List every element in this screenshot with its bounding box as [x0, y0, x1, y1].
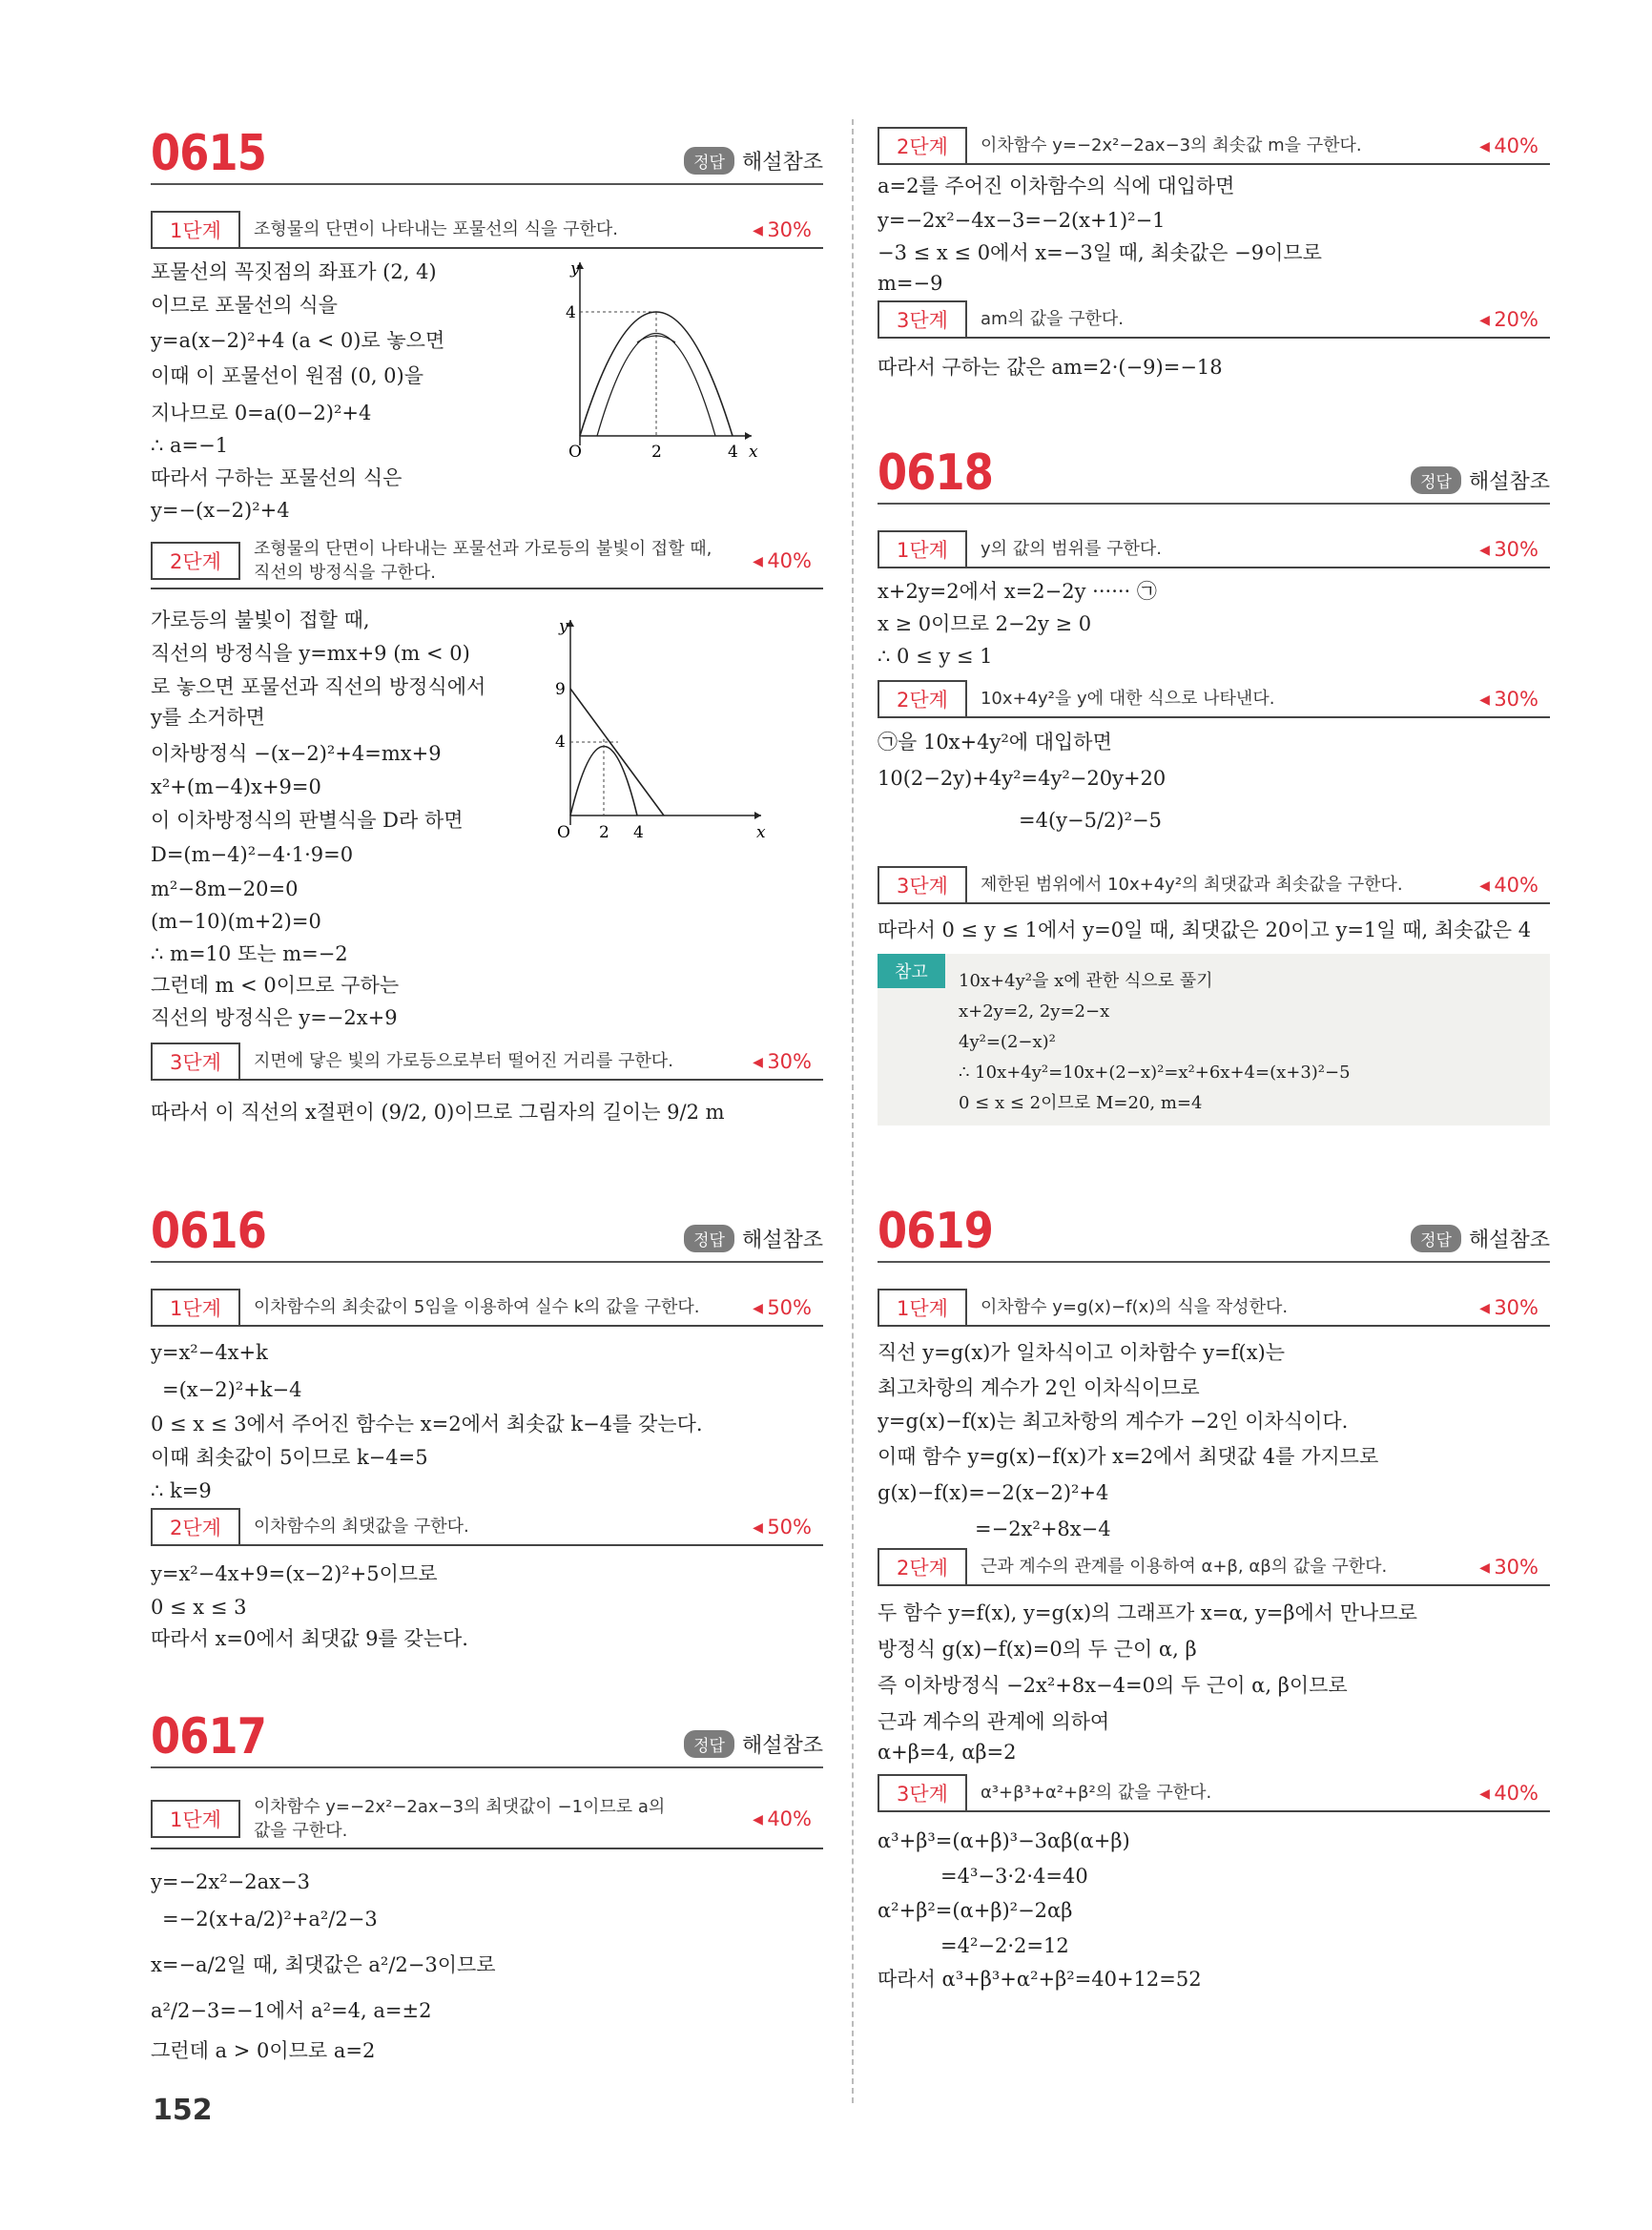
text-line: y=−2x²−4x−3=−2(x+1)²−1 — [878, 209, 1166, 232]
text-line: =4²−2·2=12 — [940, 1934, 1069, 1957]
answer-text: 해설참조 — [741, 1229, 823, 1252]
step-percent: ◀ 20% — [1479, 308, 1538, 331]
text-line: 따라서 구하는 포물선의 식은 — [151, 466, 403, 489]
step-tag: 1단계 — [151, 211, 240, 249]
step-percent: ◀ 40% — [753, 1807, 812, 1830]
text-line: 0 ≤ x ≤ 3 — [151, 1596, 247, 1619]
step-percent: ◀ 40% — [1479, 1782, 1538, 1805]
text-line: D=(m−4)²−4·1·9=0 — [151, 843, 354, 866]
step-desc — [254, 537, 753, 585]
text-line: 10(2−2y)+4y²=4y²−20y+20 — [878, 767, 1167, 790]
problem-number: 0618 — [878, 444, 994, 502]
note-line: 4y²=(2−x)² — [959, 1032, 1056, 1052]
step-tag: 3단계 — [878, 300, 967, 339]
text-line: ㉠을 10x+4y²에 대입하면 — [878, 731, 1112, 754]
problem-0616 — [151, 1203, 823, 1664]
text-line: 이차방정식 −(x−2)²+4=mx+9 — [151, 742, 442, 765]
tick-label-y4: 4 — [555, 733, 566, 752]
tick-label-x2: 2 — [651, 443, 662, 462]
text-line: 두 함수 y=f(x), y=g(x)의 그래프가 x=α, y=β에서 만나므로 — [878, 1601, 1417, 1624]
step-1 — [151, 1790, 823, 1849]
step-percent: ◀ 30% — [1479, 538, 1538, 561]
problem-number: 0617 — [151, 1708, 267, 1765]
step-tag: 3단계 — [151, 1043, 240, 1081]
step-1 — [878, 1291, 1550, 1327]
text-line: y=a(x−2)²+4 (a < 0)로 놓으면 — [151, 329, 445, 352]
text-line: 가로등의 불빛이 접할 때, — [151, 609, 370, 631]
step-desc: 근과 계수의 관계를 이용하여 α+β, αβ의 값을 구한다. — [980, 1557, 1388, 1578]
text-line: α²+β²=(α+β)²−2αβ — [878, 1899, 1073, 1922]
text-line: ∴ 0 ≤ y ≤ 1 — [878, 645, 993, 668]
answer-reference — [684, 1729, 823, 1759]
text-line: 이므로 포물선의 식을 — [151, 294, 338, 317]
text-line: 따라서 구하는 값은 am=2·(−9)=−18 — [878, 356, 1223, 379]
text-line: α+β=4, αβ=2 — [878, 1741, 1017, 1764]
answer-tag: 정답 — [684, 1225, 734, 1252]
column-divider — [852, 119, 854, 2103]
step-percent: ◀ 30% — [753, 218, 812, 241]
step-tag: 2단계 — [878, 1548, 967, 1586]
y-axis-label: y — [570, 259, 580, 279]
text-line: (m−10)(m+2)=0 — [151, 910, 321, 933]
tick-label-y4: 4 — [566, 303, 576, 322]
step-2 — [878, 129, 1550, 165]
text-line: 따라서 α³+β³+α²+β²=40+12=52 — [878, 1968, 1202, 1991]
step-tag: 1단계 — [151, 1289, 240, 1327]
text-line: =−2(x+a/2)²+a²/2−3 — [162, 1908, 378, 1931]
step-desc-line: 조형물의 단면이 나타내는 포물선과 가로등의 불빛이 접할 때, — [253, 538, 712, 559]
step-tag: 1단계 — [878, 530, 967, 568]
text-line: 직선의 방정식을 y=mx+9 (m < 0) — [151, 642, 470, 665]
text-line: m=−9 — [878, 272, 943, 295]
problem-0615-continued — [151, 610, 823, 1145]
text-line: =4³−3·2·4=40 — [940, 1865, 1088, 1888]
text-line: 직선 y=g(x)가 일차식이고 이차함수 y=f(x)는 — [878, 1341, 1286, 1364]
text-line: 직선의 방정식은 y=−2x+9 — [151, 1006, 398, 1029]
x-axis-label: x — [749, 443, 758, 462]
step-tag: 2단계 — [878, 127, 967, 165]
note-line: 0 ≤ x ≤ 2이므로 M=20, m=4 — [959, 1093, 1203, 1113]
y-axis-label: y — [559, 617, 568, 636]
answer-text: 해설참조 — [1468, 470, 1550, 494]
step-desc: 10x+4y²을 y에 대한 식으로 나타낸다. — [980, 689, 1275, 710]
problem-number: 0619 — [878, 1203, 994, 1260]
answer-tag: 정답 — [1411, 1225, 1461, 1252]
step-3 — [151, 1044, 823, 1081]
answer-tag: 정답 — [684, 1730, 734, 1758]
note-tag: 참고 — [878, 954, 945, 988]
tick-label-x2: 2 — [599, 823, 609, 839]
text-line: m²−8m−20=0 — [151, 878, 299, 900]
text-line: 그런데 a > 0이므로 a=2 — [151, 2039, 376, 2062]
text-line: x+2y=2에서 x=2−2y ······ ㉠ — [878, 580, 1157, 603]
text-line: 즉 이차방정식 −2x²+8x−4=0의 두 근이 α, β이므로 — [878, 1674, 1348, 1697]
step-percent: ◀ 30% — [1479, 688, 1538, 711]
text-line: =(x−2)²+k−4 — [162, 1378, 302, 1401]
step-desc — [254, 1795, 753, 1843]
header-rule — [151, 183, 823, 185]
tangent-line-graph — [542, 610, 771, 839]
answer-reference — [1411, 465, 1550, 495]
step-desc: 이차함수의 최솟값이 5임을 이용하여 실수 k의 값을 구한다. — [253, 1297, 700, 1318]
step-desc: 조형물의 단면이 나타내는 포물선의 식을 구한다. — [253, 219, 619, 240]
answer-text: 해설참조 — [1468, 1229, 1550, 1252]
origin-label: O — [557, 823, 570, 839]
header-rule — [878, 1261, 1550, 1263]
text-line: a=2를 주어진 이차함수의 식에 대입하면 — [878, 175, 1235, 197]
text-line: a²/2−3=−1에서 a²=4, a=±2 — [151, 1999, 432, 2022]
step-desc-line: 직선의 방정식을 구한다. — [253, 563, 436, 583]
step-2 — [878, 682, 1550, 718]
text-line: x²+(m−4)x+9=0 — [151, 775, 321, 798]
step-percent: ◀ 50% — [753, 1516, 812, 1538]
problem-number: 0616 — [151, 1203, 267, 1260]
text-line: 따라서 이 직선의 x절편이 (9/2, 0)이므로 그림자의 길이는 9/2 m — [151, 1101, 725, 1124]
step-desc-line: 값을 구한다. — [253, 1821, 348, 1841]
step-tag: 3단계 — [878, 1774, 967, 1812]
answer-reference — [684, 146, 823, 176]
step-tag: 2단계 — [151, 1508, 240, 1546]
header-rule — [151, 1766, 823, 1768]
step-tag: 2단계 — [878, 680, 967, 718]
note-line: 10x+4y²을 x에 관한 식으로 풀기 — [959, 971, 1213, 991]
text-line: y=x²−4x+9=(x−2)²+5이므로 — [151, 1562, 438, 1585]
text-line: =4(y−5/2)²−5 — [1019, 809, 1162, 832]
text-line: 포물선의 꼭짓점의 좌표가 (2, 4) — [151, 260, 437, 283]
text-line: 근과 계수의 관계에 의하여 — [878, 1710, 1110, 1733]
step-desc: 이차함수 y=−2x²−2ax−3의 최솟값 m을 구한다. — [980, 135, 1362, 156]
text-line: x=−a/2일 때, 최댓값은 a²/2−3이므로 — [151, 1953, 496, 1976]
origin-label: O — [568, 443, 582, 462]
step-percent: ◀ 40% — [753, 549, 812, 572]
step-tag: 1단계 — [151, 1800, 240, 1838]
step-percent: ◀ 50% — [753, 1296, 812, 1319]
text-line: 최고차항의 계수가 2인 이차식이므로 — [878, 1376, 1200, 1399]
text-line: y=−2x²−2ax−3 — [151, 1870, 310, 1893]
text-line: 그런데 m < 0이므로 구하는 — [151, 974, 400, 997]
step-desc: α³+β³+α²+β²의 값을 구한다. — [980, 1783, 1212, 1804]
text-line: 이때 함수 y=g(x)−f(x)가 x=2에서 최댓값 4를 가지므로 — [878, 1445, 1379, 1468]
step-desc: am의 값을 구한다. — [980, 309, 1124, 330]
step-2 — [151, 534, 823, 589]
text-line: −3 ≤ x ≤ 0에서 x=−3일 때, 최솟값은 −9이므로 — [878, 241, 1322, 264]
step-desc-line: 이차함수 y=−2x²−2ax−3의 최댓값이 −1이므로 a의 — [253, 1796, 666, 1817]
text-line: y=−(x−2)²+4 — [151, 499, 290, 522]
header-rule — [878, 503, 1550, 505]
note-line: ∴ 10x+4y²=10x+(2−x)²=x²+6x+4=(x+3)²−5 — [959, 1063, 1351, 1083]
answer-reference — [1411, 1224, 1550, 1253]
text-line: 이때 최솟값이 5이므로 k−4=5 — [151, 1446, 428, 1469]
step-tag: 3단계 — [878, 866, 967, 904]
text-line: ∴ m=10 또는 m=−2 — [151, 942, 348, 965]
step-1 — [878, 532, 1550, 568]
text-line: ∴ k=9 — [151, 1479, 212, 1502]
problem-0619 — [878, 1203, 1550, 2008]
text-line: 따라서 0 ≤ y ≤ 1에서 y=0일 때, 최댓값은 20이고 y=1일 때, 최솟값은 4 — [878, 919, 1532, 941]
answer-text: 해설참조 — [741, 151, 823, 175]
tick-label-x4: 4 — [728, 443, 738, 462]
note-line: x+2y=2, 2y=2−x — [959, 1001, 1110, 1022]
step-tag: 2단계 — [151, 542, 240, 580]
text-line: x ≥ 0이므로 2−2y ≥ 0 — [878, 612, 1092, 635]
page-number: 152 — [153, 2094, 213, 2127]
text-line: 이때 이 포물선이 원점 (0, 0)을 — [151, 364, 424, 387]
step-percent: ◀ 30% — [1479, 1296, 1538, 1319]
step-2 — [151, 1510, 823, 1546]
header-rule — [151, 1261, 823, 1263]
answer-tag: 정답 — [1411, 466, 1461, 494]
step-2 — [878, 1550, 1550, 1586]
reference-note — [878, 954, 1550, 1125]
text-line: 0 ≤ x ≤ 3에서 주어진 함수는 x=2에서 최솟값 k−4를 갖는다. — [151, 1413, 703, 1435]
text-line: 방정식 g(x)−f(x)=0의 두 근이 α, β — [878, 1638, 1197, 1661]
text-line: y를 소거하면 — [151, 706, 265, 729]
answer-reference — [684, 1224, 823, 1253]
step-3 — [878, 302, 1550, 339]
text-line: g(x)−f(x)=−2(x−2)²+4 — [878, 1481, 1109, 1504]
answer-text: 해설참조 — [741, 1734, 823, 1758]
step-tag: 1단계 — [878, 1289, 967, 1327]
step-desc: 이차함수의 최댓값을 구한다. — [253, 1517, 469, 1538]
step-desc: 이차함수 y=g(x)−f(x)의 식을 작성한다. — [980, 1297, 1289, 1318]
text-line: y=g(x)−f(x)는 최고차항의 계수가 −2인 이차식이다. — [878, 1410, 1349, 1433]
x-axis-label: x — [756, 823, 766, 839]
text-line: 로 놓으면 포물선과 직선의 방정식에서 — [151, 675, 486, 698]
step-percent: ◀ 40% — [1479, 134, 1538, 157]
step-1 — [151, 1291, 823, 1327]
problem-0618 — [878, 444, 1550, 1135]
step-desc: 제한된 범위에서 10x+4y²의 최댓값과 최솟값을 구한다. — [980, 875, 1403, 896]
step-1 — [151, 213, 823, 249]
problem-0617 — [151, 1708, 823, 2084]
tick-label-y9: 9 — [555, 680, 566, 699]
answer-tag: 정답 — [684, 147, 734, 175]
step-percent: ◀ 30% — [1479, 1556, 1538, 1579]
step-percent: ◀ 30% — [753, 1050, 812, 1073]
step-desc: y의 값의 범위를 구한다. — [980, 539, 1162, 560]
problem-0617-continued — [878, 129, 1550, 386]
step-percent: ◀ 40% — [1479, 874, 1538, 897]
step-3 — [878, 868, 1550, 904]
parabola-graph — [551, 255, 761, 465]
text-line: 지나므로 0=a(0−2)²+4 — [151, 402, 372, 424]
text-line: ∴ a=−1 — [151, 434, 229, 457]
text-line: 이 이차방정식의 판별식을 D라 하면 — [151, 809, 464, 832]
problem-number: 0615 — [151, 125, 267, 182]
step-3 — [878, 1776, 1550, 1812]
text-line: =−2x²+8x−4 — [975, 1518, 1111, 1540]
text-line: y=x²−4x+k — [151, 1341, 268, 1364]
tick-label-x4: 4 — [633, 823, 644, 839]
step-desc: 지면에 닿은 빛의 가로등으로부터 떨어진 거리를 구한다. — [253, 1051, 673, 1072]
text-line: α³+β³=(α+β)³−3αβ(α+β) — [878, 1829, 1130, 1852]
text-line: 따라서 x=0에서 최댓값 9를 갖는다. — [151, 1627, 468, 1650]
